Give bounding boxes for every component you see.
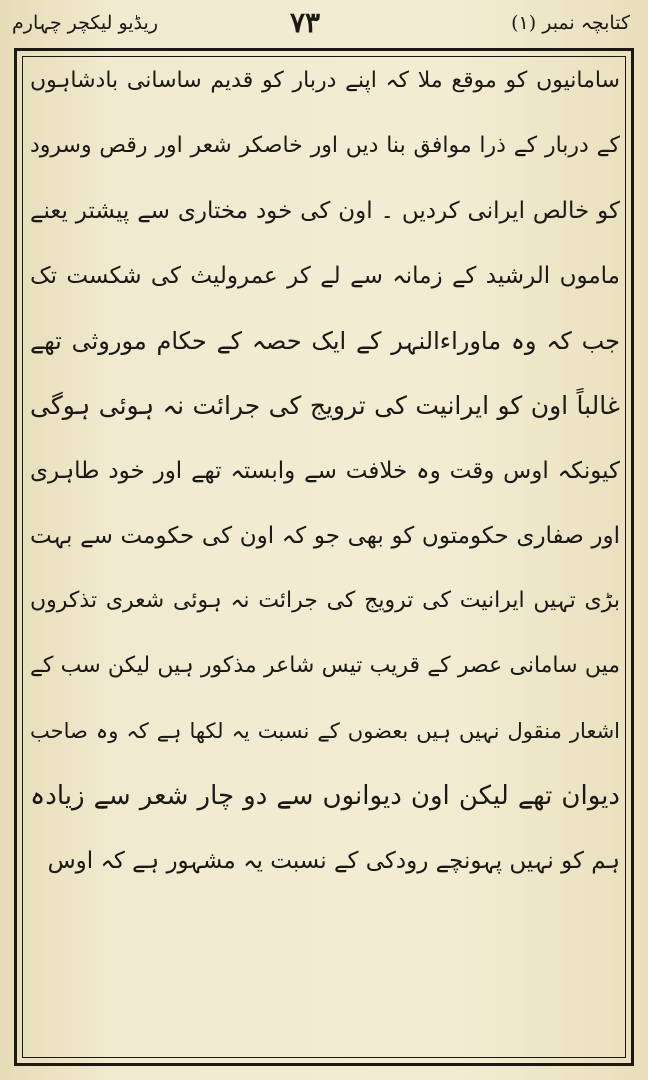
header-booklet-number: کتابچہ نمبر (۱) (511, 12, 630, 34)
text-line-12: دیوان تھے لیکن اون دیوانوں سے دو چار شعر سے زیادہ (30, 781, 620, 811)
text-line-3: کو خالص ایرانی کردیں ۔ اون کی خود مختاری سے پیشتر یعنے (30, 198, 620, 224)
text-line-2: کے دربار کے ذرا موافق بنا دیں اور خاصکر شعر اور رقص وسرود (30, 133, 620, 158)
text-line-7: کیونکہ اوس وقت وہ خلافت سے وابستہ تھے اور خود طاہری (30, 458, 620, 484)
page-header (0, 6, 648, 46)
body-text (30, 66, 620, 911)
text-line-8: اور صفاری حکومتوں کو بھی جو کہ اون کی حکومت سے بہت (30, 523, 620, 549)
text-line-4: ماموں الرشید کے زمانہ سے لے کر عمرولیث کی شکست تک (30, 263, 620, 289)
text-line-13: ہم کو نہیں پہونچے رودکی کے نسبت یہ مشہور ہے کہ اوس (47, 848, 620, 874)
text-line-5: جب کہ وہ ماوراءالنہر کے ایک حصہ کے حکام موروثی تھے (30, 327, 620, 355)
text-line-1: سامانیوں کو موقع ملا کہ اپنے دربار کو قدیم ساسانی بادشاہوں (30, 68, 620, 93)
text-line-6: غالباً اون کو ایرانیت کی ترویج کی جرائت نہ ہوئی ہوگی (30, 391, 620, 420)
text-line-10: میں سامانی عصر کے قریب تیس شاعر مذکور ہیں لیکن سب کے (30, 653, 620, 678)
text-line-11: اشعار منقول نہیں ہیں بعضوں کے نسبت یہ لکھا ہے کہ وہ صاحب (30, 719, 620, 743)
text-line-9: بڑی تہیں ایرانیت کی ترویج کی جرائت نہ ہوئی شعری تذکروں (30, 588, 620, 613)
header-lecture-title: ریڈیو لیکچر چہارم (12, 12, 158, 34)
page-number: ۷۳ (290, 6, 321, 39)
